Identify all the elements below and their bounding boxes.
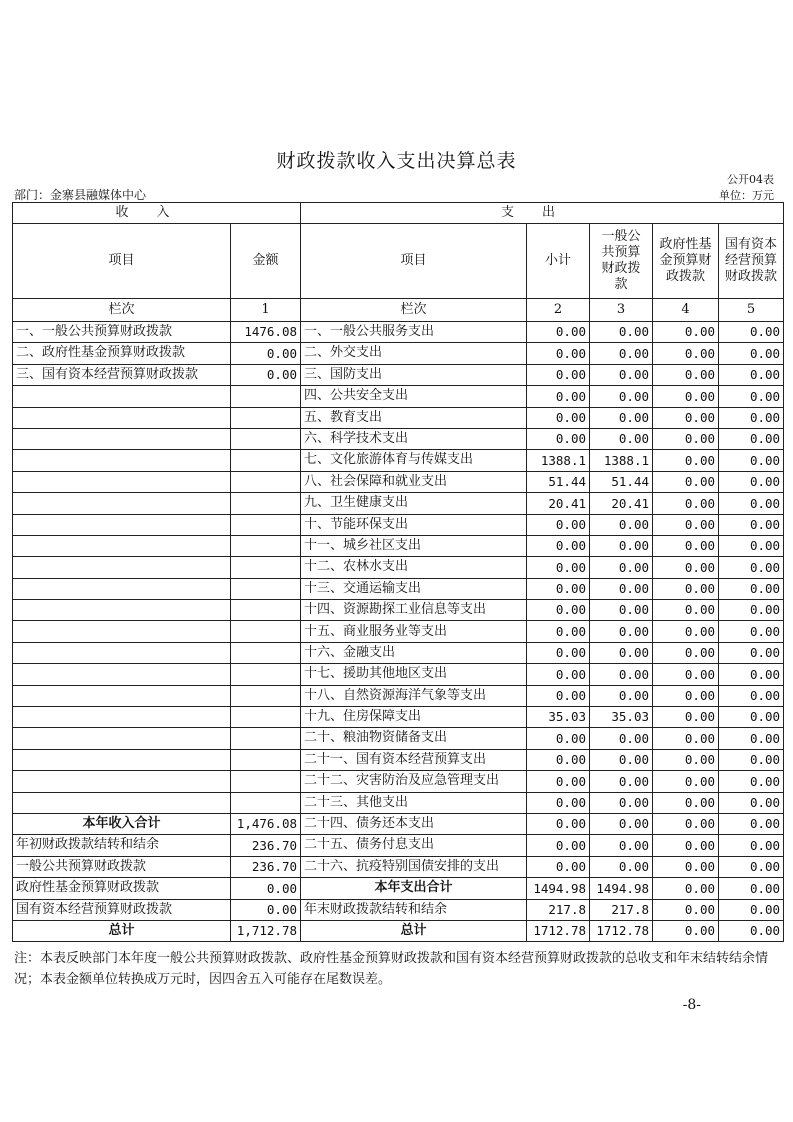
income-amount-cell: 1476.08 bbox=[231, 322, 301, 343]
income-amount-cell bbox=[231, 707, 301, 728]
general-budget-cell: 217.8 bbox=[590, 899, 653, 920]
fund-budget-cell: 0.00 bbox=[653, 471, 719, 492]
fund-budget-cell: 0.00 bbox=[653, 685, 719, 706]
income-item-cell bbox=[13, 664, 231, 685]
state-capital-budget-cell: 0.00 bbox=[719, 578, 784, 599]
index-5: 5 bbox=[719, 299, 784, 322]
fund-budget-cell: 0.00 bbox=[653, 600, 719, 621]
income-amount-cell: 1,712.78 bbox=[231, 920, 301, 941]
subtotal-cell: 0.00 bbox=[527, 621, 590, 642]
fund-budget-cell: 0.00 bbox=[653, 707, 719, 728]
expense-item-cell: 十七、援助其他地区支出 bbox=[301, 664, 527, 685]
fund-budget-cell: 0.00 bbox=[653, 749, 719, 770]
table-row bbox=[13, 920, 784, 941]
index-1: 1 bbox=[231, 299, 301, 322]
subtotal-cell: 0.00 bbox=[527, 664, 590, 685]
column-header-row bbox=[13, 224, 784, 299]
income-amount-cell bbox=[231, 749, 301, 770]
income-item-cell bbox=[13, 386, 231, 407]
expense-item-cell: 总计 bbox=[301, 920, 527, 941]
index-label: 栏次 bbox=[13, 299, 231, 322]
general-budget-cell: 1712.78 bbox=[590, 920, 653, 941]
general-budget-cell: 0.00 bbox=[590, 322, 653, 343]
table-row bbox=[13, 856, 784, 877]
state-capital-budget-cell: 0.00 bbox=[719, 835, 784, 856]
subtotal-cell: 217.8 bbox=[527, 899, 590, 920]
table-row bbox=[13, 813, 784, 834]
subtotal-cell: 0.00 bbox=[527, 749, 590, 770]
income-item-cell: 总计 bbox=[13, 920, 231, 941]
subtotal-cell: 0.00 bbox=[527, 728, 590, 749]
income-item-cell: 政府性基金预算财政拨款 bbox=[13, 878, 231, 899]
subtotal-cell: 0.00 bbox=[527, 792, 590, 813]
subtotal-cell: 0.00 bbox=[527, 685, 590, 706]
subtotal-cell: 20.41 bbox=[527, 493, 590, 514]
expense-item-cell: 七、文化旅游体育与传媒支出 bbox=[301, 450, 527, 471]
state-capital-budget-cell: 0.00 bbox=[719, 428, 784, 449]
state-capital-budget-cell: 0.00 bbox=[719, 707, 784, 728]
subtotal-cell: 0.00 bbox=[527, 835, 590, 856]
state-capital-budget-cell: 0.00 bbox=[719, 749, 784, 770]
subtotal-cell: 0.00 bbox=[527, 813, 590, 834]
general-budget-cell: 0.00 bbox=[590, 407, 653, 428]
fund-budget-cell: 0.00 bbox=[653, 878, 719, 899]
income-amount-cell bbox=[231, 450, 301, 471]
subtotal-cell: 0.00 bbox=[527, 535, 590, 556]
col-expense-item: 项目 bbox=[301, 224, 527, 299]
income-item-cell bbox=[13, 642, 231, 663]
subtotal-cell: 0.00 bbox=[527, 322, 590, 343]
income-amount-cell bbox=[231, 771, 301, 792]
table-row bbox=[13, 878, 784, 899]
subtotal-cell: 0.00 bbox=[527, 557, 590, 578]
income-amount-cell: 0.00 bbox=[231, 364, 301, 385]
income-amount-cell bbox=[231, 557, 301, 578]
table-row bbox=[13, 364, 784, 385]
table-row bbox=[13, 749, 784, 770]
income-item-cell: 三、国有资本经营预算财政拨款 bbox=[13, 364, 231, 385]
income-amount-cell bbox=[231, 428, 301, 449]
section-header-row bbox=[13, 203, 784, 224]
table-row bbox=[13, 685, 784, 706]
table-row bbox=[13, 578, 784, 599]
table-row bbox=[13, 707, 784, 728]
subtotal-cell: 0.00 bbox=[527, 600, 590, 621]
income-amount-cell bbox=[231, 407, 301, 428]
table-row bbox=[13, 621, 784, 642]
subtotal-cell: 0.00 bbox=[527, 578, 590, 599]
general-budget-cell: 51.44 bbox=[590, 471, 653, 492]
expense-item-cell: 五、教育支出 bbox=[301, 407, 527, 428]
income-item-cell: 国有资本经营预算财政拨款 bbox=[13, 899, 231, 920]
income-amount-cell bbox=[231, 535, 301, 556]
income-item-cell bbox=[13, 771, 231, 792]
expense-item-cell: 六、科学技术支出 bbox=[301, 428, 527, 449]
fund-budget-cell: 0.00 bbox=[653, 899, 719, 920]
subtotal-cell: 0.00 bbox=[527, 771, 590, 792]
col-income-item: 项目 bbox=[13, 224, 231, 299]
income-amount-cell bbox=[231, 792, 301, 813]
income-item-cell: 一、一般公共预算财政拨款 bbox=[13, 322, 231, 343]
fund-budget-cell: 0.00 bbox=[653, 664, 719, 685]
expense-item-cell: 八、社会保障和就业支出 bbox=[301, 471, 527, 492]
index-2: 2 bbox=[527, 299, 590, 322]
expense-item-cell: 年末财政拨款结转和结余 bbox=[301, 899, 527, 920]
table-row bbox=[13, 407, 784, 428]
state-capital-budget-cell: 0.00 bbox=[719, 813, 784, 834]
fund-budget-cell: 0.00 bbox=[653, 920, 719, 941]
fund-budget-cell: 0.00 bbox=[653, 835, 719, 856]
state-capital-budget-cell: 0.00 bbox=[719, 322, 784, 343]
income-amount-cell bbox=[231, 621, 301, 642]
income-item-cell: 本年收入合计 bbox=[13, 813, 231, 834]
col-general-budget: 一般公共预算财政拨款 bbox=[590, 224, 653, 299]
expense-item-cell: 十一、城乡社区支出 bbox=[301, 535, 527, 556]
form-code: 公开04表 bbox=[727, 173, 774, 186]
income-amount-cell: 236.70 bbox=[231, 856, 301, 877]
state-capital-budget-cell: 0.00 bbox=[719, 878, 784, 899]
fund-budget-cell: 0.00 bbox=[653, 557, 719, 578]
income-item-cell bbox=[13, 685, 231, 706]
income-item-cell bbox=[13, 621, 231, 642]
expense-item-cell: 九、卫生健康支出 bbox=[301, 493, 527, 514]
state-capital-budget-cell: 0.00 bbox=[719, 600, 784, 621]
state-capital-budget-cell: 0.00 bbox=[719, 407, 784, 428]
subtotal-cell: 0.00 bbox=[527, 428, 590, 449]
table-row bbox=[13, 642, 784, 663]
fund-budget-cell: 0.00 bbox=[653, 386, 719, 407]
state-capital-budget-cell: 0.00 bbox=[719, 471, 784, 492]
fund-budget-cell: 0.00 bbox=[653, 813, 719, 834]
income-item-cell bbox=[13, 707, 231, 728]
general-budget-cell: 0.00 bbox=[590, 386, 653, 407]
state-capital-budget-cell: 0.00 bbox=[719, 642, 784, 663]
income-amount-cell bbox=[231, 471, 301, 492]
fund-budget-cell: 0.00 bbox=[653, 642, 719, 663]
index-3: 3 bbox=[590, 299, 653, 322]
subtotal-cell: 1494.98 bbox=[527, 878, 590, 899]
income-amount-cell bbox=[231, 728, 301, 749]
income-amount-cell bbox=[231, 578, 301, 599]
expense-item-cell: 一、一般公共服务支出 bbox=[301, 322, 527, 343]
income-item-cell: 年初财政拨款结转和结余 bbox=[13, 835, 231, 856]
fund-budget-cell: 0.00 bbox=[653, 578, 719, 599]
subtotal-cell: 1712.78 bbox=[527, 920, 590, 941]
subtotal-cell: 0.00 bbox=[527, 407, 590, 428]
expense-item-cell: 十八、自然资源海洋气象等支出 bbox=[301, 685, 527, 706]
state-capital-budget-cell: 0.00 bbox=[719, 557, 784, 578]
expense-item-cell: 四、公共安全支出 bbox=[301, 386, 527, 407]
expense-item-cell: 十、节能环保支出 bbox=[301, 514, 527, 535]
fund-budget-cell: 0.00 bbox=[653, 728, 719, 749]
expense-item-cell: 二十五、债务付息支出 bbox=[301, 835, 527, 856]
state-capital-budget-cell: 0.00 bbox=[719, 771, 784, 792]
state-capital-budget-cell: 0.00 bbox=[719, 899, 784, 920]
income-item-cell bbox=[13, 578, 231, 599]
general-budget-cell: 0.00 bbox=[590, 514, 653, 535]
state-capital-budget-cell: 0.00 bbox=[719, 450, 784, 471]
fund-budget-cell: 0.00 bbox=[653, 343, 719, 364]
general-budget-cell: 0.00 bbox=[590, 364, 653, 385]
state-capital-budget-cell: 0.00 bbox=[719, 685, 784, 706]
subtotal-cell: 0.00 bbox=[527, 514, 590, 535]
subtotal-cell: 0.00 bbox=[527, 386, 590, 407]
fund-budget-cell: 0.00 bbox=[653, 364, 719, 385]
subtotal-cell: 0.00 bbox=[527, 856, 590, 877]
fund-budget-cell: 0.00 bbox=[653, 428, 719, 449]
table-row bbox=[13, 322, 784, 343]
state-capital-budget-cell: 0.00 bbox=[719, 493, 784, 514]
income-amount-cell bbox=[231, 386, 301, 407]
state-capital-budget-cell: 0.00 bbox=[719, 514, 784, 535]
subtotal-cell: 1388.1 bbox=[527, 450, 590, 471]
income-amount-cell bbox=[231, 514, 301, 535]
income-amount-cell bbox=[231, 493, 301, 514]
income-amount-cell: 1,476.08 bbox=[231, 813, 301, 834]
income-amount-cell bbox=[231, 600, 301, 621]
fund-budget-cell: 0.00 bbox=[653, 792, 719, 813]
table-row bbox=[13, 493, 784, 514]
general-budget-cell: 0.00 bbox=[590, 642, 653, 663]
general-budget-cell: 0.00 bbox=[590, 835, 653, 856]
income-amount-cell: 0.00 bbox=[231, 878, 301, 899]
state-capital-budget-cell: 0.00 bbox=[719, 535, 784, 556]
column-index-row bbox=[13, 299, 784, 322]
general-budget-cell: 0.00 bbox=[590, 664, 653, 685]
general-budget-cell: 0.00 bbox=[590, 813, 653, 834]
general-budget-cell: 0.00 bbox=[590, 557, 653, 578]
col-state-capital-budget: 国有资本经营预算财政拨款 bbox=[719, 224, 784, 299]
expense-item-cell: 十三、交通运输支出 bbox=[301, 578, 527, 599]
table-row bbox=[13, 899, 784, 920]
general-budget-cell: 1494.98 bbox=[590, 878, 653, 899]
income-item-cell bbox=[13, 428, 231, 449]
general-budget-cell: 0.00 bbox=[590, 621, 653, 642]
subtotal-cell: 35.03 bbox=[527, 707, 590, 728]
index-label-2: 栏次 bbox=[301, 299, 527, 322]
col-subtotal: 小计 bbox=[527, 224, 590, 299]
income-item-cell bbox=[13, 407, 231, 428]
state-capital-budget-cell: 0.00 bbox=[719, 856, 784, 877]
table-row bbox=[13, 557, 784, 578]
income-item-cell bbox=[13, 535, 231, 556]
fund-budget-cell: 0.00 bbox=[653, 493, 719, 514]
general-budget-cell: 0.00 bbox=[590, 535, 653, 556]
income-amount-cell bbox=[231, 642, 301, 663]
state-capital-budget-cell: 0.00 bbox=[719, 792, 784, 813]
fund-budget-cell: 0.00 bbox=[653, 771, 719, 792]
income-item-cell bbox=[13, 471, 231, 492]
col-income-amount: 金额 bbox=[231, 224, 301, 299]
state-capital-budget-cell: 0.00 bbox=[719, 920, 784, 941]
state-capital-budget-cell: 0.00 bbox=[719, 664, 784, 685]
income-header: 收入 bbox=[13, 203, 301, 224]
income-item-cell bbox=[13, 600, 231, 621]
unit-label: 单位：万元 bbox=[719, 189, 774, 202]
fund-budget-cell: 0.00 bbox=[653, 856, 719, 877]
state-capital-budget-cell: 0.00 bbox=[719, 386, 784, 407]
income-item-cell bbox=[13, 514, 231, 535]
income-amount-cell: 0.00 bbox=[231, 899, 301, 920]
subtotal-cell: 51.44 bbox=[527, 471, 590, 492]
general-budget-cell: 0.00 bbox=[590, 428, 653, 449]
expense-item-cell: 十九、住房保障支出 bbox=[301, 707, 527, 728]
expense-item-cell: 十六、金融支出 bbox=[301, 642, 527, 663]
state-capital-budget-cell: 0.00 bbox=[719, 343, 784, 364]
income-item-cell bbox=[13, 749, 231, 770]
table-row bbox=[13, 514, 784, 535]
income-item-cell: 一般公共预算财政拨款 bbox=[13, 856, 231, 877]
state-capital-budget-cell: 0.00 bbox=[719, 728, 784, 749]
expense-item-cell: 二十三、其他支出 bbox=[301, 792, 527, 813]
general-budget-cell: 0.00 bbox=[590, 792, 653, 813]
table-row bbox=[13, 471, 784, 492]
fund-budget-cell: 0.00 bbox=[653, 514, 719, 535]
subtotal-cell: 0.00 bbox=[527, 364, 590, 385]
general-budget-cell: 0.00 bbox=[590, 749, 653, 770]
fund-budget-cell: 0.00 bbox=[653, 450, 719, 471]
income-amount-cell bbox=[231, 685, 301, 706]
income-item-cell bbox=[13, 728, 231, 749]
subtotal-cell: 0.00 bbox=[527, 343, 590, 364]
general-budget-cell: 20.41 bbox=[590, 493, 653, 514]
general-budget-cell: 0.00 bbox=[590, 578, 653, 599]
page-number: -8- bbox=[682, 997, 701, 1013]
expense-item-cell: 十四、资源勘探工业信息等支出 bbox=[301, 600, 527, 621]
table-row bbox=[13, 428, 784, 449]
department-label: 部门：金寨县融媒体中心 bbox=[14, 188, 147, 202]
page-title: 财政拨款收入支出决算总表 bbox=[276, 150, 517, 172]
fund-budget-cell: 0.00 bbox=[653, 407, 719, 428]
income-item-cell: 二、政府性基金预算财政拨款 bbox=[13, 343, 231, 364]
general-budget-cell: 35.03 bbox=[590, 707, 653, 728]
general-budget-cell: 1388.1 bbox=[590, 450, 653, 471]
income-item-cell bbox=[13, 493, 231, 514]
expense-item-cell: 二十一、国有资本经营预算支出 bbox=[301, 749, 527, 770]
expense-item-cell: 十二、农林水支出 bbox=[301, 557, 527, 578]
income-amount-cell bbox=[231, 664, 301, 685]
expense-header: 支出 bbox=[301, 203, 784, 224]
fund-budget-cell: 0.00 bbox=[653, 322, 719, 343]
income-item-cell bbox=[13, 557, 231, 578]
table-row bbox=[13, 792, 784, 813]
col-fund-budget: 政府性基金预算财政拨款 bbox=[653, 224, 719, 299]
general-budget-cell: 0.00 bbox=[590, 343, 653, 364]
table-row bbox=[13, 450, 784, 471]
table-row bbox=[13, 835, 784, 856]
expense-item-cell: 二十二、灾害防治及应急管理支出 bbox=[301, 771, 527, 792]
table-row bbox=[13, 664, 784, 685]
table-row bbox=[13, 343, 784, 364]
expense-item-cell: 二十、粮油物资储备支出 bbox=[301, 728, 527, 749]
expense-item-cell: 二十四、债务还本支出 bbox=[301, 813, 527, 834]
income-amount-cell: 0.00 bbox=[231, 343, 301, 364]
expense-item-cell: 十五、商业服务业等支出 bbox=[301, 621, 527, 642]
subtotal-cell: 0.00 bbox=[527, 642, 590, 663]
general-budget-cell: 0.00 bbox=[590, 856, 653, 877]
table-row bbox=[13, 771, 784, 792]
expense-item-cell: 二、外交支出 bbox=[301, 343, 527, 364]
index-4: 4 bbox=[653, 299, 719, 322]
expense-item-cell: 本年支出合计 bbox=[301, 878, 527, 899]
income-item-cell bbox=[13, 792, 231, 813]
table-row bbox=[13, 386, 784, 407]
expense-item-cell: 二十六、抗疫特别国债安排的支出 bbox=[301, 856, 527, 877]
general-budget-cell: 0.00 bbox=[590, 685, 653, 706]
fund-budget-cell: 0.00 bbox=[653, 535, 719, 556]
table-row bbox=[13, 728, 784, 749]
state-capital-budget-cell: 0.00 bbox=[719, 621, 784, 642]
general-budget-cell: 0.00 bbox=[590, 728, 653, 749]
table-row bbox=[13, 535, 784, 556]
table-note: 注：本表反映部门本年度一般公共预算财政拨款、政府性基金预算财政拨款和国有资本经营预算财政拨款的总收支和年末结转结余情况；本表金额单位转换成万元时，因四舍五入可能存在尾数误差。 bbox=[14, 951, 769, 987]
table-row bbox=[13, 600, 784, 621]
income-item-cell bbox=[13, 450, 231, 471]
general-budget-cell: 0.00 bbox=[590, 771, 653, 792]
fund-budget-cell: 0.00 bbox=[653, 621, 719, 642]
budget-summary-table bbox=[12, 202, 784, 942]
income-amount-cell: 236.70 bbox=[231, 835, 301, 856]
state-capital-budget-cell: 0.00 bbox=[719, 364, 784, 385]
expense-item-cell: 三、国防支出 bbox=[301, 364, 527, 385]
general-budget-cell: 0.00 bbox=[590, 600, 653, 621]
